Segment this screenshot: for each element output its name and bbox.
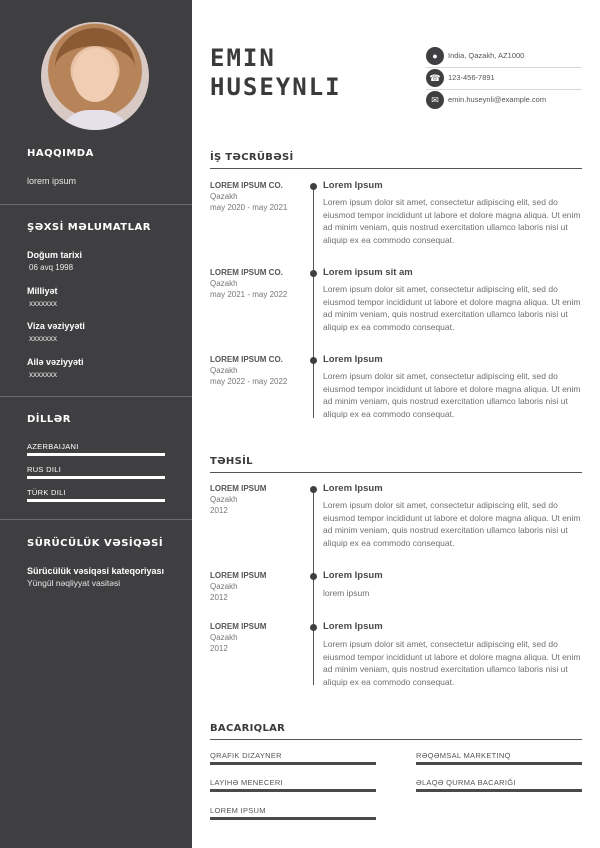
marital-label: Ailə vəziyyəti [27,357,84,367]
language-name: AZERBAIJANI [27,442,79,451]
divider [0,204,192,205]
experience-role: Lorem Ipsum [323,354,383,365]
education-org: LOREM IPSUM [210,622,267,631]
education-role: Lorem Ipsum [323,621,383,632]
last-name: HUSEYNLI [210,73,342,101]
main-content [192,0,600,848]
language-name: TÜRK DILI [27,488,66,497]
about-heading: HAQQIMDA [27,148,94,159]
education-org: LOREM IPSUM [210,571,267,580]
skill-name: ƏLAQƏ QURMA BACARIĞI [416,778,516,787]
education-place: Qazakh [210,495,238,504]
languages-heading: DİLLƏR [27,414,71,425]
experience-org: LOREM IPSUM CO. [210,268,283,277]
education-description: Lorem ipsum dolor sit amet, consectetur adipiscing elit, sed do eiusmod tempor incididunt ut labore et dolore magna aliqua. Ut enim ad minim veniam, quis nostrud exercitation ullamco laboris nisi ut aliquip ex ea commodo consequat. [323,500,581,548]
education-description: lorem ipsum [323,588,370,598]
section-rule [210,739,582,740]
skill-level-bar [210,817,376,820]
divider [426,89,582,90]
contact-phone: ☎ 123-456-7891 [426,69,582,87]
education-place: Qazakh [210,582,238,591]
education-year: 2012 [210,506,228,515]
divider [0,396,192,397]
license-value: Yüngül nəqliyyat vasitəsi [27,578,121,588]
divider [426,67,582,68]
visa-label: Viza vəziyyəti [27,321,85,331]
experience-description: Lorem ipsum dolor sit amet, consectetur adipiscing elit, sed do eiusmod tempor incididunt ut labore et dolore magna aliqua. Ut enim ad minim veniam, quis nostrud exercitation ullamco laboris nisi ut aliquip ex ea commodo consequat. [323,197,581,245]
skill-level-bar [416,762,582,765]
timeline-dot [310,183,317,190]
experience-description: Lorem ipsum dolor sit amet, consectetur adipiscing elit, sed do eiusmod tempor incididunt ut labore et dolore magna aliqua. Ut enim ad minim veniam, quis nostrud exercitation ullamco laboris nisi ut aliquip ex ea commodo consequat. [323,284,581,332]
section-rule [210,472,582,473]
license-heading: SÜRÜCÜLÜK VƏSİQƏSİ [27,538,164,549]
experience-dates: may 2020 - may 2021 [210,203,288,212]
contact-address: ● India, Qazakh, AZ1000 [426,47,582,65]
phone-icon: ☎ [426,69,444,87]
experience-org: LOREM IPSUM CO. [210,181,283,190]
experience-place: Qazakh [210,192,238,201]
sidebar [0,0,192,848]
timeline-dot [310,573,317,580]
skill-level-bar [416,789,582,792]
visa-value: xxxxxxx [29,334,57,343]
experience-role: Lorem ipsum sit am [323,267,413,278]
birthdate-label: Doğum tarixi [27,250,83,260]
experience-dates: may 2021 - may 2022 [210,290,288,299]
section-rule [210,168,582,169]
divider [0,519,192,520]
education-description: Lorem ipsum dolor sit amet, consectetur adipiscing elit, sed do eiusmod tempor incididunt ut labore et dolore magna aliqua. Ut enim ad minim veniam, quis nostrud exercitation ullamco laboris nisi ut aliquip ex ea commodo consequat. [323,639,581,687]
education-org: LOREM IPSUM [210,484,267,493]
skills-heading: BACARIQLAR [210,723,286,734]
education-heading: TƏHSİL [210,456,253,467]
experience-dates: may 2022 - may 2022 [210,377,288,386]
language-name: RUS DILI [27,465,62,474]
skill-name: RƏQƏMSAL MARKETINQ [416,751,511,760]
experience-timeline [313,186,314,418]
envelope-icon: ✉ [426,91,444,109]
timeline-dot [310,270,317,277]
skill-name: LOREM IPSUM [210,806,266,815]
timeline-dot [310,357,317,364]
location-pin-icon: ● [426,47,444,65]
timeline-dot [310,486,317,493]
language-level-bar [27,476,165,479]
language-level-bar [27,453,165,456]
language-level-bar [27,499,165,502]
experience-place: Qazakh [210,279,238,288]
contact-email[interactable]: ✉ emin.huseynli@example.com [426,91,582,109]
personal-heading: ŞƏXSİ MƏLUMATLAR [27,222,151,233]
birthdate-value: 06 avq 1998 [29,263,74,272]
experience-role: Lorem Ipsum [323,180,383,191]
education-place: Qazakh [210,633,238,642]
skill-name: LAYIHƏ MENECERI [210,778,283,787]
marital-value: xxxxxxx [29,370,57,379]
skill-name: QRAFIK DIZAYNER [210,751,282,760]
skill-level-bar [210,789,376,792]
experience-org: LOREM IPSUM CO. [210,355,283,364]
nationality-label: Milliyət [27,286,58,296]
experience-description: Lorem ipsum dolor sit amet, consectetur adipiscing elit, sed do eiusmod tempor incididunt ut labore et dolore magna aliqua. Ut enim ad minim veniam, quis nostrud exercitation ullamco laboris nisi ut aliquip ex ea commodo consequat. [323,371,581,419]
first-name: EMIN [210,44,276,72]
experience-heading: İŞ TƏCRÜBƏSİ [210,152,294,163]
about-text: lorem ipsum [27,176,77,186]
experience-place: Qazakh [210,366,238,375]
education-timeline [313,489,314,685]
education-year: 2012 [210,644,228,653]
license-label: Sürücülük vəsiqəsi kateqoriyası [27,566,165,576]
profile-photo [41,22,149,130]
skill-level-bar [210,762,376,765]
timeline-dot [310,624,317,631]
education-role: Lorem Ipsum [323,570,383,581]
education-year: 2012 [210,593,228,602]
education-role: Lorem Ipsum [323,483,383,494]
nationality-value: xxxxxxx [29,299,57,308]
